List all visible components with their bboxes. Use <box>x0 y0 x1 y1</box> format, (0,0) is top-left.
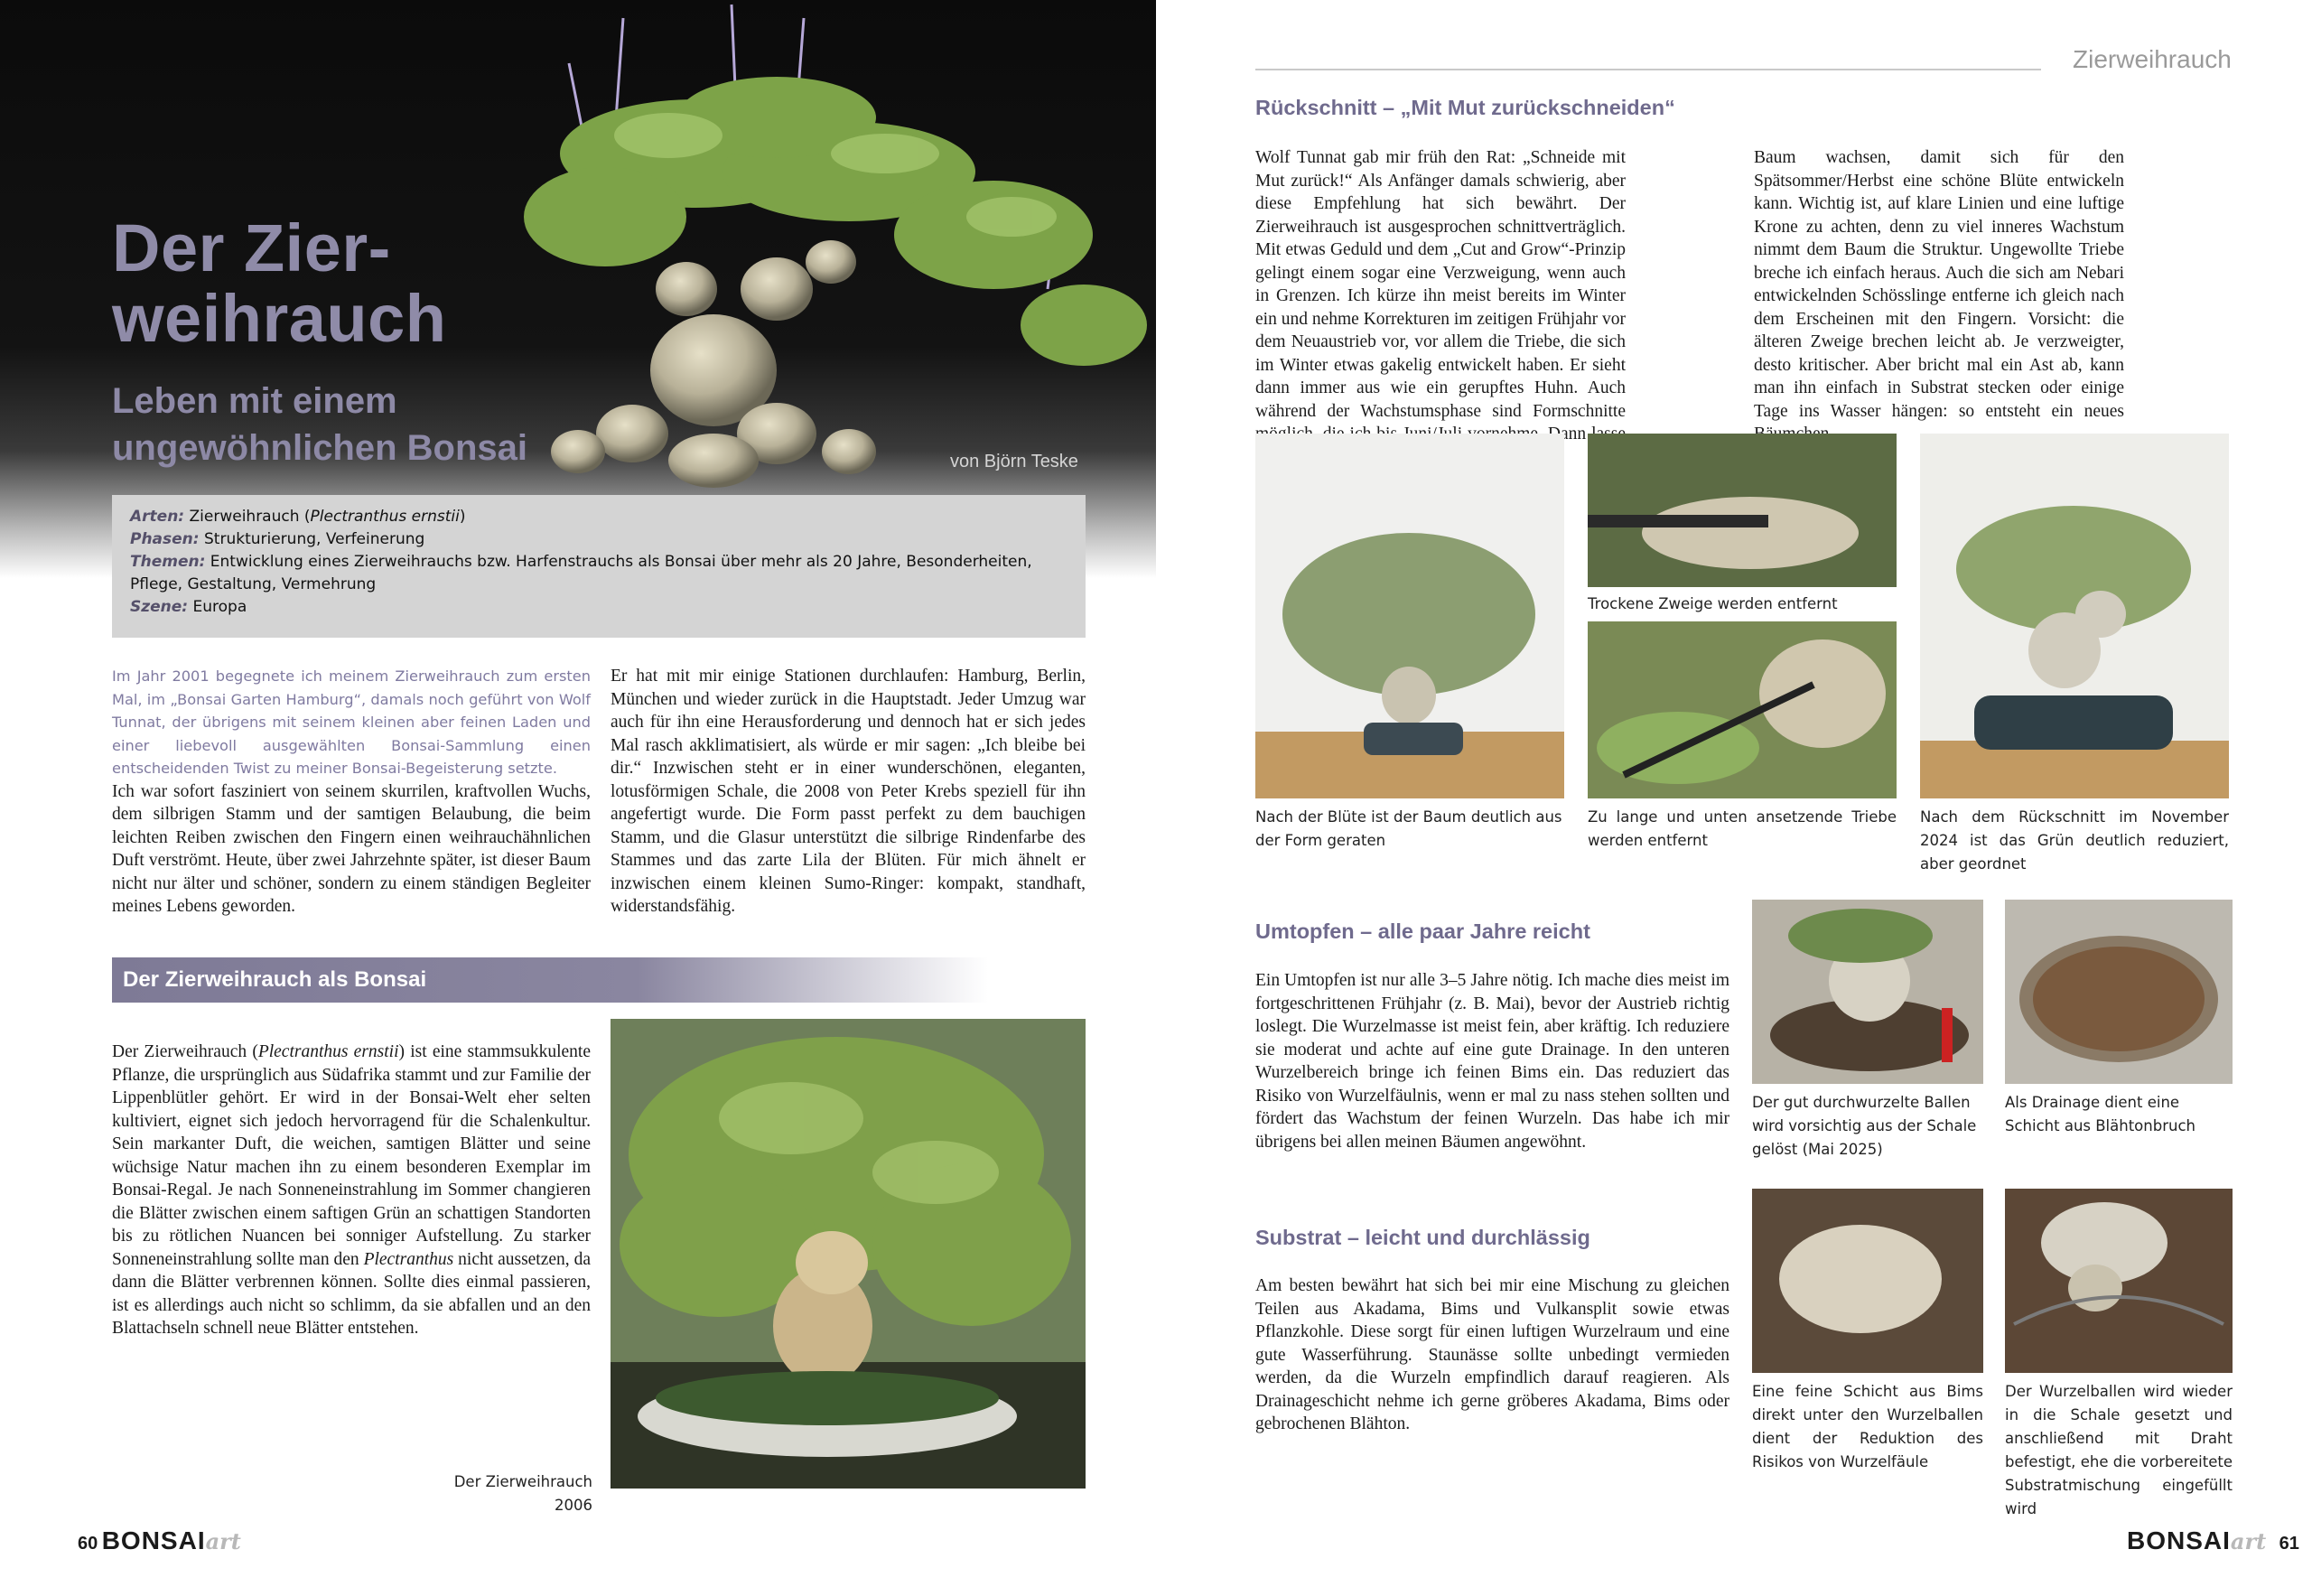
intro-paragraph: Im Jahr 2001 begegnete ich meinem Zierweihrauch zum ersten Mal, im „Bonsai Garten Hamburg“, damals noch geführt von Wolf Tunnat, der übrigens mit seinem kleinen aber feinen Laden und einer liebevoll ausgewählten Bonsai-Sammlung einen entscheidenden Twist zu meiner Bonsai-Begeisterung setzte. <box>112 667 591 777</box>
caption-dry-branches: Trockene Zweige werden entfernt <box>1588 595 1838 612</box>
photo-wiring <box>2005 1189 2233 1373</box>
photo-root-ball <box>1752 900 1983 1084</box>
info-arten <box>130 506 1067 528</box>
heading-substrat: Substrat – leicht und durchlässig <box>1255 1226 1590 1249</box>
brand-logo-left: BONSAI <box>101 1526 206 1554</box>
para3-mid: ) ist eine stammsukkulente Pflanze, die ursprünglich aus Südafrika stammt und zur Familie der Lippenblütler gehört. Er wird in der Bonsai-Welt eher selten kultiviert, eignet sich jedoch hervorragend für die Schalenkultur. Sein markanter Duft, die weichen, samtigen Blätter und seine wüchsige Natur machen ihn zu einem besonderen Exemplar im Bonsai-Regal. Je nach Sonneneinstrahlung im Sommer changieren die Blätter zwischen einem saftigen Grün an schattigen Standorten bis zu rötlichen Nuancen bei sonniger Aufstellung. Zu starker Sonneneinstrahlung sollte man den <box>112 1042 591 1269</box>
left-column-2 <box>611 665 1086 919</box>
running-head: Zierweihrauch <box>2073 45 2232 73</box>
brand-art-left: art <box>205 1528 241 1554</box>
right-footer <box>2127 1526 2299 1555</box>
info-arten-close: ) <box>459 508 466 526</box>
body-paragraph-1: Ich war sofort fasziniert von seinem skurrilen, kraftvollen Wuchs, dem silbrigen Stamm und der samtigen Belaubung, die beim leichten Reiben zwischen den Fingern einen weihrauchähnlichen Duft verströmt. Heute, über zwei Jahrzehnte später, ist dieser Baum nicht nur älter und schöner, sondern zu einem ständigen Begleiter meines Lebens geworden. <box>112 781 591 916</box>
info-szene-label: Szene: <box>130 598 189 616</box>
photo-after-pruning <box>1920 434 2229 798</box>
caption-pumice-layer: Eine feine Schicht aus Bims direkt unter den Wurzelballen dient der Reduktion des Risikos von Wurzelfäule <box>1752 1383 1983 1470</box>
substrat-text: Am besten bewährt hat sich bei mir eine Mischung zu gleichen Teilen aus Akadama, Bims und Vulkansplit sowie etwas Pflanzkohle. Diese sorgt für einen luftigen Wurzelraum und eine gute Wasserführung. Staunässe sollte unbedingt vermieden werden, da die Wurzeln empfindlich darauf reagieren. Als Drainageschicht nehme ich gerne gröberes Akadama, Bims oder gebrochenen Blähton. <box>1255 1276 1729 1433</box>
para3-species-2: Plectranthus <box>363 1249 454 1269</box>
photo-2006-caption: Der Zierweihrauch 2006 <box>453 1473 592 1514</box>
brand-logo-right: BONSAI <box>2127 1526 2231 1554</box>
title-line-2: weihrauch <box>112 281 447 356</box>
info-box <box>112 495 1086 638</box>
info-themen-label: Themen: <box>130 553 206 571</box>
info-themen <box>130 551 1067 596</box>
caption-after-bloom: Nach der Blüte ist der Baum deutlich aus der Form geraten <box>1255 808 1562 849</box>
para3-end: nicht aussetzen, da dann die Blätter verbrennen können. Sollte dies einmal passieren, ist es allerdings auch nicht so schlimm, da sie abfallen und an den Blattachseln schnell neue Blätter entstehen. <box>112 1249 591 1338</box>
page-number-right: 61 <box>2279 1534 2299 1554</box>
caption-after-pruning: Nach dem Rückschnitt im November 2024 ist das Grün deutlich reduziert, aber geordnet <box>1920 808 2229 873</box>
left-footer <box>78 1526 241 1555</box>
info-phasen-label: Phasen: <box>130 530 200 548</box>
caption-drainage: Als Drainage dient eine Schicht aus Blähtonbruch <box>2005 1094 2195 1134</box>
info-arten-label: Arten: <box>130 508 185 526</box>
photo-drainage <box>2005 900 2233 1084</box>
left-column-3 <box>112 1041 591 1340</box>
caption-root-ball: Der gut durchwurzelte Ballen wird vorsichtig aus der Schale gelöst (Mai 2025) <box>1752 1094 1977 1158</box>
author-byline: von Björn Teske <box>950 452 1078 471</box>
para3-species: Plectranthus ernstii <box>257 1042 399 1061</box>
subtitle-line-1: Leben mit einem <box>112 381 397 421</box>
photo-2006 <box>611 1019 1086 1489</box>
left-column-1 <box>112 665 591 919</box>
body-paragraph-2: Er hat mit mir einige Stationen durchlaufen: Hamburg, Berlin, München und wieder zurück in die Hauptstadt. Jeder Umzug war auch für ihn eine Herausforderung und dennoch hat er sich jedes Mal rasch akklimatisiert, als würde er mir sagen: „Ich bleibe bei dir.“ Inzwischen steht er in einer wunderschönen, eleganten, lotusförmigen Schale, die 2008 von Peter Krebs speziell für ihn angefertigt wurde. Die Form passt perfekt zu dem bauchigen Stamm, und die Glasur unterstützt die silbrige Rindenfarbe des Stammes und das zarte Lila der Blüten. Für mich ähnelt er inzwischen einem kleinen Sumo-Ringer: kompakt, standhaft, widerstandsfähig. <box>611 667 1086 916</box>
info-phasen-value: Strukturierung, Verfeinerung <box>204 530 425 548</box>
body-paragraph-3 <box>112 1041 591 1340</box>
hero-header <box>0 0 1156 578</box>
rueckschnitt-col-1: Wolf Tunnat gab mir früh den Rat: „Schneide mit Mut zurück!“ Als Anfänger damals schwierig, aber diese Empfehlung hat sich bewährt. Der Zierweihrauch ist ausgesprochen schnittverträglich. Mit etwas Geduld und dem „Cut and Grow“-Prinzip gelingt einem sogar eine Verzweigung, wenn auch in Grenzen. Ich kürze ihn meist bereits im Winter ein und nehme Korrekturen im zeitigen Frühjahr vor dem Neuaustrieb vor, vor allem die Triebe, die sich im Winter etwas gakelig entwickelt haben. Er sieht dann immer aus wie ein gerupftes Huhn. Auch während der Wachstumsphase sind Formschnitte Dann <box>1255 148 1626 443</box>
photo-dry-branches <box>1588 434 1897 587</box>
page-subtitle <box>112 378 527 471</box>
hero-bonsai-photo <box>506 0 1156 506</box>
photo-long-shoots <box>1588 621 1897 798</box>
info-phasen <box>130 528 1067 551</box>
right-page <box>1156 0 2312 1596</box>
info-arten-species: Plectranthus ernstii <box>310 508 460 526</box>
page-number-left: 60 <box>78 1534 98 1554</box>
photo-pumice-layer <box>1752 1189 1983 1373</box>
rueckschnitt-col-2: Baum wachsen, damit sich für den Spätsommer/Herbst eine schöne Blüte entwickeln kann. Wichtig ist, auf klare Linien und eine luftige Krone zu achten, denn zu viel inneres Wachstum nimmt dem Baum die Struktur. Ungewollte Triebe breche ich einfach heraus. Auch die sich am Nebari entwickelnden Schösslinge entferne ich gleich nach dem Erscheinen mit den Fingern. Vorsicht: die älteren Zweige brechen leicht ab. Je verzweigter, desto kritischer. Aber bricht mal ein Ast ab, kann man ihn einfach in Substrat stecken oder einige Tage ins Wasser hängen: so entsteht ein neues <box>1754 148 2124 421</box>
info-szene <box>130 596 1067 619</box>
info-szene-value: Europa <box>192 598 247 616</box>
title-line-1: Der Zier- <box>112 210 391 285</box>
section-heading-bar: Der Zierweihrauch als Bonsai <box>112 957 988 1003</box>
info-arten-value: Zierweihrauch ( <box>189 508 311 526</box>
para3-start: Der Zierweihrauch ( <box>112 1042 258 1061</box>
page-title <box>112 210 447 356</box>
subtitle-line-2: ungewöhnlichen Bonsai <box>112 428 528 468</box>
heading-umtopfen: Umtopfen – alle paar Jahre reicht <box>1255 919 1590 943</box>
photo-after-bloom <box>1255 434 1564 798</box>
caption-wiring: Der Wurzelballen wird wieder in die Schale gesetzt und anschließend mit Draht befestigt, ehe die vorbereitete Substratmischung eingefüllt wird <box>2005 1383 2233 1517</box>
running-head-rule <box>1255 69 2041 70</box>
umtopfen-text: Ein Umtopfen ist nur alle 3–5 Jahre nötig. Ich mache dies meist im fortgeschrittenen Frühjahr (z. B. Mai), bevor der Austrieb richtig loslegt. Die Wurzelmasse ist meist fein, aber kräftig. Ich reduziere sie moderat und achte auf eine gute Drainage. In den unteren Wurzelbereich bringe ich feinen Bims ein. Das reduziert das Risiko von Wurzelfäulnis, wenn er mal zu nass stehen sollten und fördert das Wachstum der feinen Wurzeln. Das habe ich mir übrigens bei allen meinen Bäumen angewöhnt. <box>1255 971 1729 1152</box>
heading-rueckschnitt: Rückschnitt – „Mit Mut zurückschneiden“ <box>1255 96 1675 119</box>
caption-long-shoots: Zu lange und unten ansetzende Triebe werden entfernt <box>1588 808 1897 849</box>
brand-art-right: art <box>2230 1528 2267 1554</box>
info-themen-value: Entwicklung eines Zierweihrauchs bzw. Harfenstrauchs als Bonsai über mehr als 20 Jahre, Besonderheiten, Pflege, Gestaltung, Vermehrung <box>130 553 1032 593</box>
